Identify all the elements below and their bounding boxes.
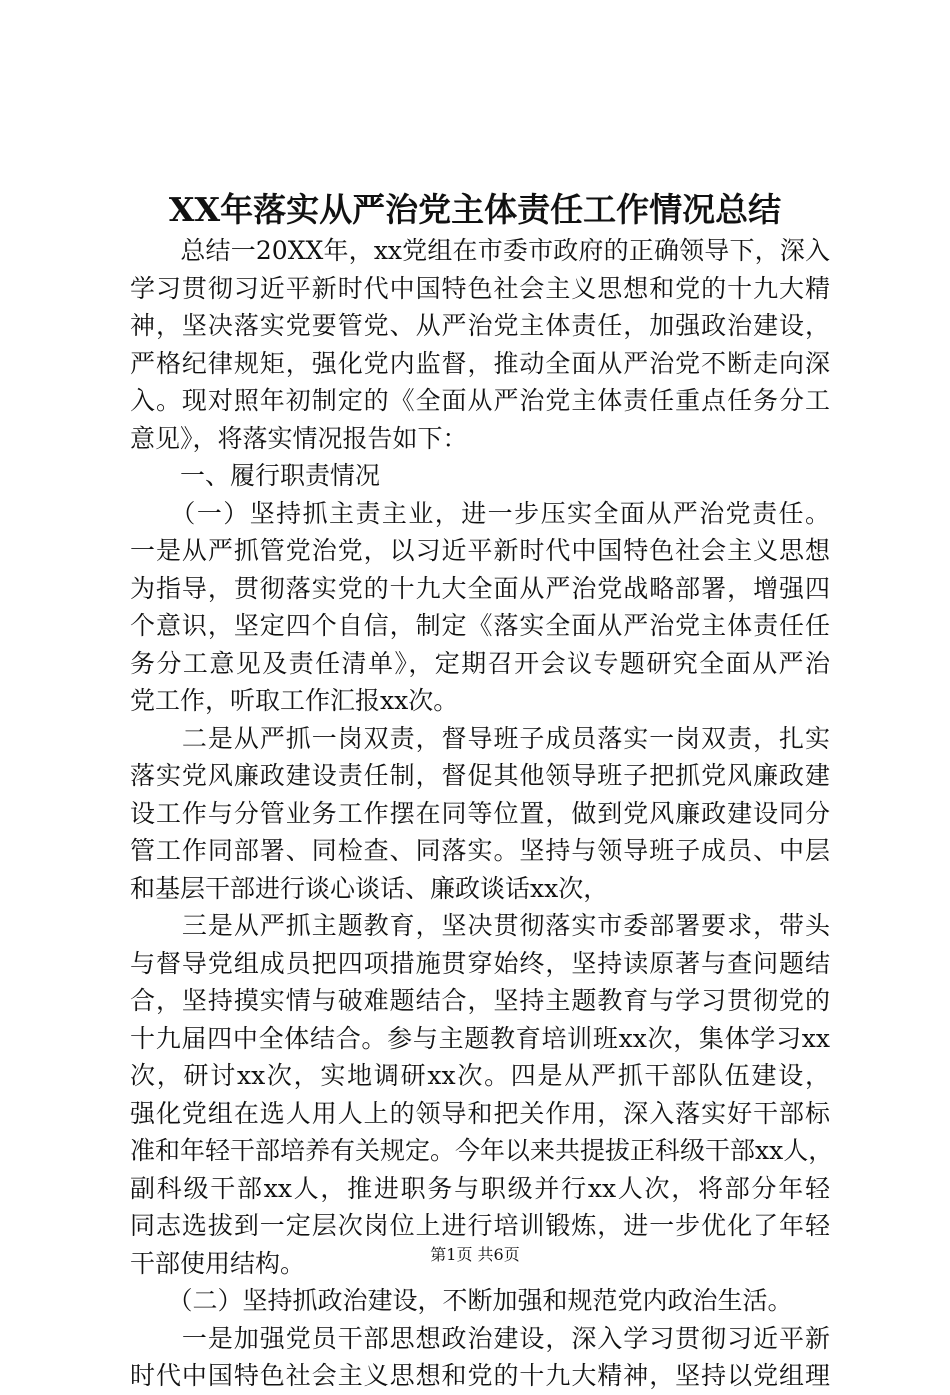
body-line: 总结一20XX年，xx党组在市委市政府的正确领导下，深入: [130, 236, 830, 265]
subsection-heading: （一）坚持抓主责主业，进一步压实全面从严治党责任。: [130, 498, 830, 528]
body-line: 一是加强党员干部思想政治建设，深入学习贯彻习近平新: [130, 1323, 830, 1353]
body-line: 和基层干部进行谈心谈话、廉政谈话xx次，: [130, 873, 609, 903]
body-line: 意见》，将落实情况报告如下：: [130, 423, 468, 453]
document-title: XX年落实从严治党主体责任工作情况总结: [168, 190, 782, 229]
body-line: 次，研讨xx次，实地调研xx次。四是从严抓干部队伍建设，: [130, 1061, 830, 1090]
body-line: 入。现对照年初制定的《全面从严治党主体责任重点任务分工: [130, 386, 830, 415]
section-heading: 一、履行职责情况: [130, 461, 381, 490]
body-line: 强化党组在选人用人上的领导和把关作用，深入落实好干部标: [130, 1098, 830, 1128]
page-footer: 第1页 共6页: [430, 1245, 520, 1264]
body-line: 学习贯彻习近平新时代中国特色社会主义思想和党的十九大精: [130, 273, 830, 303]
body-line: 三是从严抓主题教育，坚决贯彻落实市委部署要求，带头: [130, 911, 830, 940]
body-line: 为指导，贯彻落实党的十九大全面从严治党战略部署，增强四: [130, 573, 830, 603]
body-line: 严格纪律规矩，强化党内监督，推动全面从严治党不断走向深: [130, 348, 830, 378]
body-line: 管工作同部署、同检查、同落实。坚持与领导班子成员、中层: [130, 836, 830, 865]
body-line: 务分工意见及责任清单》，定期召开会议专题研究全面从严治: [130, 648, 830, 678]
body-line: 干部使用结构。: [130, 1248, 306, 1278]
body-line: 个意识，坚定四个自信，制定《落实全面从严治党主体责任任: [130, 611, 830, 640]
body-line: 合，坚持摸实情与破难题结合，坚持主题教育与学习贯彻党的: [130, 986, 830, 1015]
body-line: 准和年轻干部培养有关规定。今年以来共提拔正科级干部xx人，: [130, 1136, 834, 1165]
body-line: 一是从严抓管党治党，以习近平新时代中国特色社会主义思想: [130, 536, 830, 565]
body-line: 落实党风廉政建设责任制，督促其他领导班子把抓党风廉政建: [130, 761, 830, 790]
body-line: 同志选拔到一定层次岗位上进行培训锻炼，进一步优化了年轻: [130, 1211, 830, 1240]
subsection-heading: （二）坚持抓政治建设，不断加强和规范党内政治生活。: [130, 1286, 793, 1315]
body-line: 时代中国特色社会主义思想和党的十九大精神，坚持以党组理: [130, 1361, 830, 1390]
body-line: 副科级干部xx人，推进职务与职级并行xx人次，将部分年轻: [130, 1173, 830, 1203]
body-line: 与督导党组成员把四项措施贯穿始终，坚持读原著与查问题结: [130, 948, 830, 978]
body-line: 十九届四中全体结合。参与主题教育培训班xx次，集体学习xx: [130, 1023, 830, 1053]
body-line: 设工作与分管业务工作摆在同等位置，做到党风廉政建设同分: [130, 798, 830, 828]
body-line: 党工作，听取工作汇报xx次。: [130, 686, 459, 715]
body-line: 神，坚决落实党要管党、从严治党主体责任，加强政治建设，: [130, 311, 830, 340]
document-body: [130, 232, 834, 1395]
body-line: 二是从严抓一岗双责，督导班子成员落实一岗双责，扎实: [130, 723, 830, 753]
